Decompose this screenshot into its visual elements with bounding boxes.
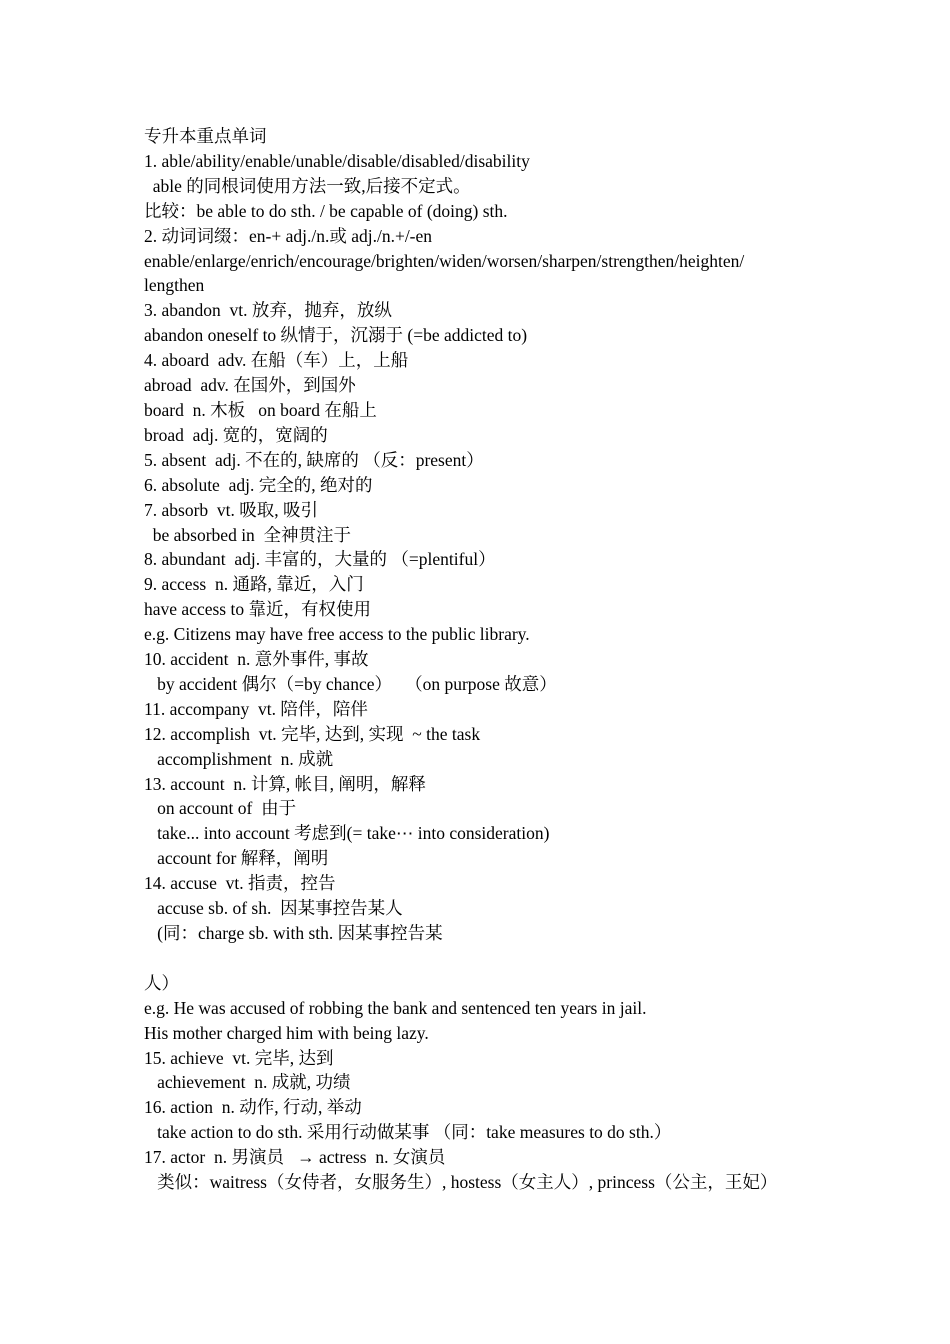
blank-line [144, 946, 814, 971]
text-line: 2. 动词词缀：en-+ adj./n.或 adj./n.+/-en [144, 225, 433, 246]
document-title: 专升本重点单词 [144, 126, 267, 146]
document-page [144, 124, 814, 1195]
text-line: be absorbed in 全神贯注于 [144, 524, 352, 545]
text-line: enable/enlarge/enrich/encourage/brighten/widen/worsen/sharpen/strengthen/heighten/ [144, 250, 745, 271]
text-line: e.g. Citizens may have free access to the public library. [144, 624, 530, 645]
text-line: His mother charged him with being lazy. [144, 1022, 429, 1043]
text-line: 6. absolute adj. 完全的, 绝对的 [144, 474, 373, 495]
text-line: achievement n. 成就, 功绩 [144, 1072, 351, 1093]
text-line: 11. accompany vt. 陪伴，陪伴 [144, 698, 368, 719]
text-line: 4. aboard adv. 在船（车）上，上船 [144, 350, 409, 371]
text-line: accomplishment n. 成就 [144, 748, 334, 769]
text-line: 10. accident n. 意外事件, 事故 [144, 649, 369, 670]
text-line: accuse sb. of sh. 因某事控告某人 [144, 898, 403, 919]
text-line: (同：charge sb. with sth. 因某事控告某 [144, 923, 443, 943]
text-line: 类似：waitress（女侍者，女服务生）, hostess（女主人）, princess（公主，王妃） [144, 1172, 778, 1193]
text-line: broad adj. 宽的，宽阔的 [144, 424, 328, 445]
text-line: have access to 靠近，有权使用 [144, 599, 371, 620]
text-line: 15. achieve vt. 完毕, 达到 [144, 1047, 334, 1068]
text-line: 3. abandon vt. 放弃，抛弃，放纵 [144, 300, 392, 321]
text-line: 9. access n. 通路, 靠近，入门 [144, 574, 364, 595]
text-line: 7. absorb vt. 吸取, 吸引 [144, 499, 319, 520]
text-line: by accident 偶尔（=by chance） （on purpose 故意） [144, 673, 557, 694]
text-line: 17. actor n. 男演员 → actress n. 女演员 [144, 1147, 446, 1168]
text-line: take action to do sth. 采用行动做某事 （同：take measures to do sth.） [144, 1122, 672, 1143]
text-line: account for 解释，阐明 [144, 848, 329, 869]
text-line: 1. able/ability/enable/unable/disable/disabled/disability [144, 150, 530, 171]
text-line: abroad adv. 在国外，到国外 [144, 375, 356, 396]
text-line: e.g. He was accused of robbing the bank and sentenced ten years in jail. [144, 997, 647, 1018]
text-line: 14. accuse vt. 指责，控告 [144, 873, 336, 894]
text-line: on account of 由于 [144, 798, 297, 819]
text-line: able 的同根词使用方法一致,后接不定式。 [144, 175, 471, 196]
text-line: 人） [144, 972, 179, 993]
text-line: 16. action n. 动作, 行动, 举动 [144, 1097, 362, 1118]
text-line: 5. absent adj. 不在的, 缺席的 （反：present） [144, 449, 484, 470]
text-line: 13. account n. 计算, 帐目, 阐明，解释 [144, 773, 426, 794]
text-line: lengthen [144, 275, 205, 296]
text-line: 12. accomplish vt. 完毕, 达到, 实现 ~ the task [144, 723, 481, 744]
text-line: abandon oneself to 纵情于，沉溺于 (=be addicted to) [144, 325, 528, 346]
text-line: 8. abundant adj. 丰富的，大量的 （=plentiful） [144, 549, 496, 570]
text-line: board n. 木板 on board 在船上 [144, 399, 377, 420]
text-line: take... into account 考虑到(= take⋯ into consideration) [144, 823, 550, 844]
text-line: 比较：be able to do sth. / be capable of (doing) sth. [144, 200, 508, 221]
